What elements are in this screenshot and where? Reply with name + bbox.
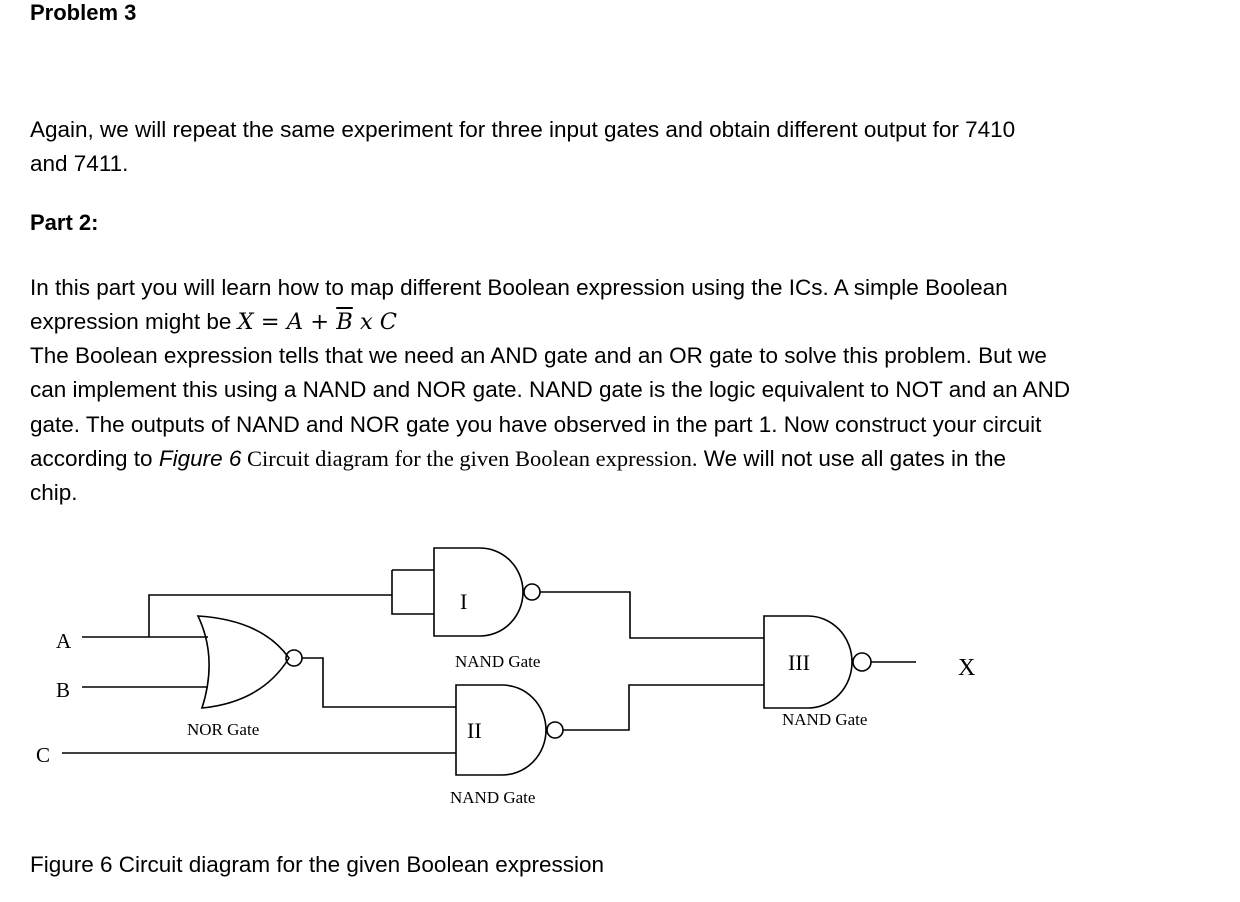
page-title: Problem 3: [30, 0, 137, 25]
intro-line-1: Again, we will repeat the same experiment for three input gates and obtain different output for 7410: [30, 117, 1016, 142]
part2-line-2: [30, 305, 397, 339]
input-b-label: B: [56, 678, 71, 702]
nor-gate: [198, 616, 289, 708]
nand-gate-3-bubble: [853, 653, 871, 671]
figure-reference: Figure 6: [158, 446, 242, 471]
output-x-label: X: [958, 655, 976, 681]
gate3-label: NAND Gate: [782, 710, 868, 729]
wire-a-to-gate1: [149, 595, 392, 637]
expression-intro: expression might be: [30, 309, 238, 334]
input-a-label: A: [56, 629, 72, 653]
nand-gate-1-bubble: [524, 584, 540, 600]
input-c-label: C: [36, 743, 51, 767]
gate2-label: NAND Gate: [450, 788, 536, 807]
intro-line-2: and 7411.: [30, 151, 129, 176]
part2-line-6: according to Figure 6 Circuit diagram for the given Boolean expression. We will not use all gates in the: [30, 446, 1007, 471]
gate1-numeral: I: [460, 589, 468, 614]
gate3-numeral: III: [788, 650, 810, 675]
circuit-diagram: [0, 530, 1240, 830]
gate1-label: NAND Gate: [455, 652, 541, 671]
part2-line-7: chip.: [30, 480, 78, 505]
part2-line-1: In this part you will learn how to map different Boolean expression using the ICs. A simple Boolean: [30, 275, 1008, 300]
nand-gate-2-bubble: [547, 722, 563, 738]
gate2-numeral: II: [467, 718, 482, 743]
nand-gate-1: [434, 548, 523, 636]
wire-gate1-to-gate3: [540, 592, 764, 638]
wire-gate2-to-gate3: [563, 685, 764, 730]
part2-line-5: gate. The outputs of NAND and NOR gate you have observed in the part 1. Now construct your circuit: [30, 412, 1042, 437]
part2-line-3: The Boolean expression tells that we need an AND gate and an OR gate to solve this problem. But we: [30, 343, 1047, 368]
boolean-expression: $X = A + \overline{B}$ x C: [237, 309, 398, 335]
wire-nor-to-gate2: [302, 658, 456, 707]
figure-caption: Figure 6 Circuit diagram for the given Boolean expression: [30, 852, 605, 877]
nor-label: NOR Gate: [187, 720, 260, 739]
part2-heading: Part 2:: [30, 210, 99, 235]
part2-line-4: can implement this using a NAND and NOR gate. NAND gate is the logic equivalent to NOT and an AND: [30, 377, 1071, 402]
